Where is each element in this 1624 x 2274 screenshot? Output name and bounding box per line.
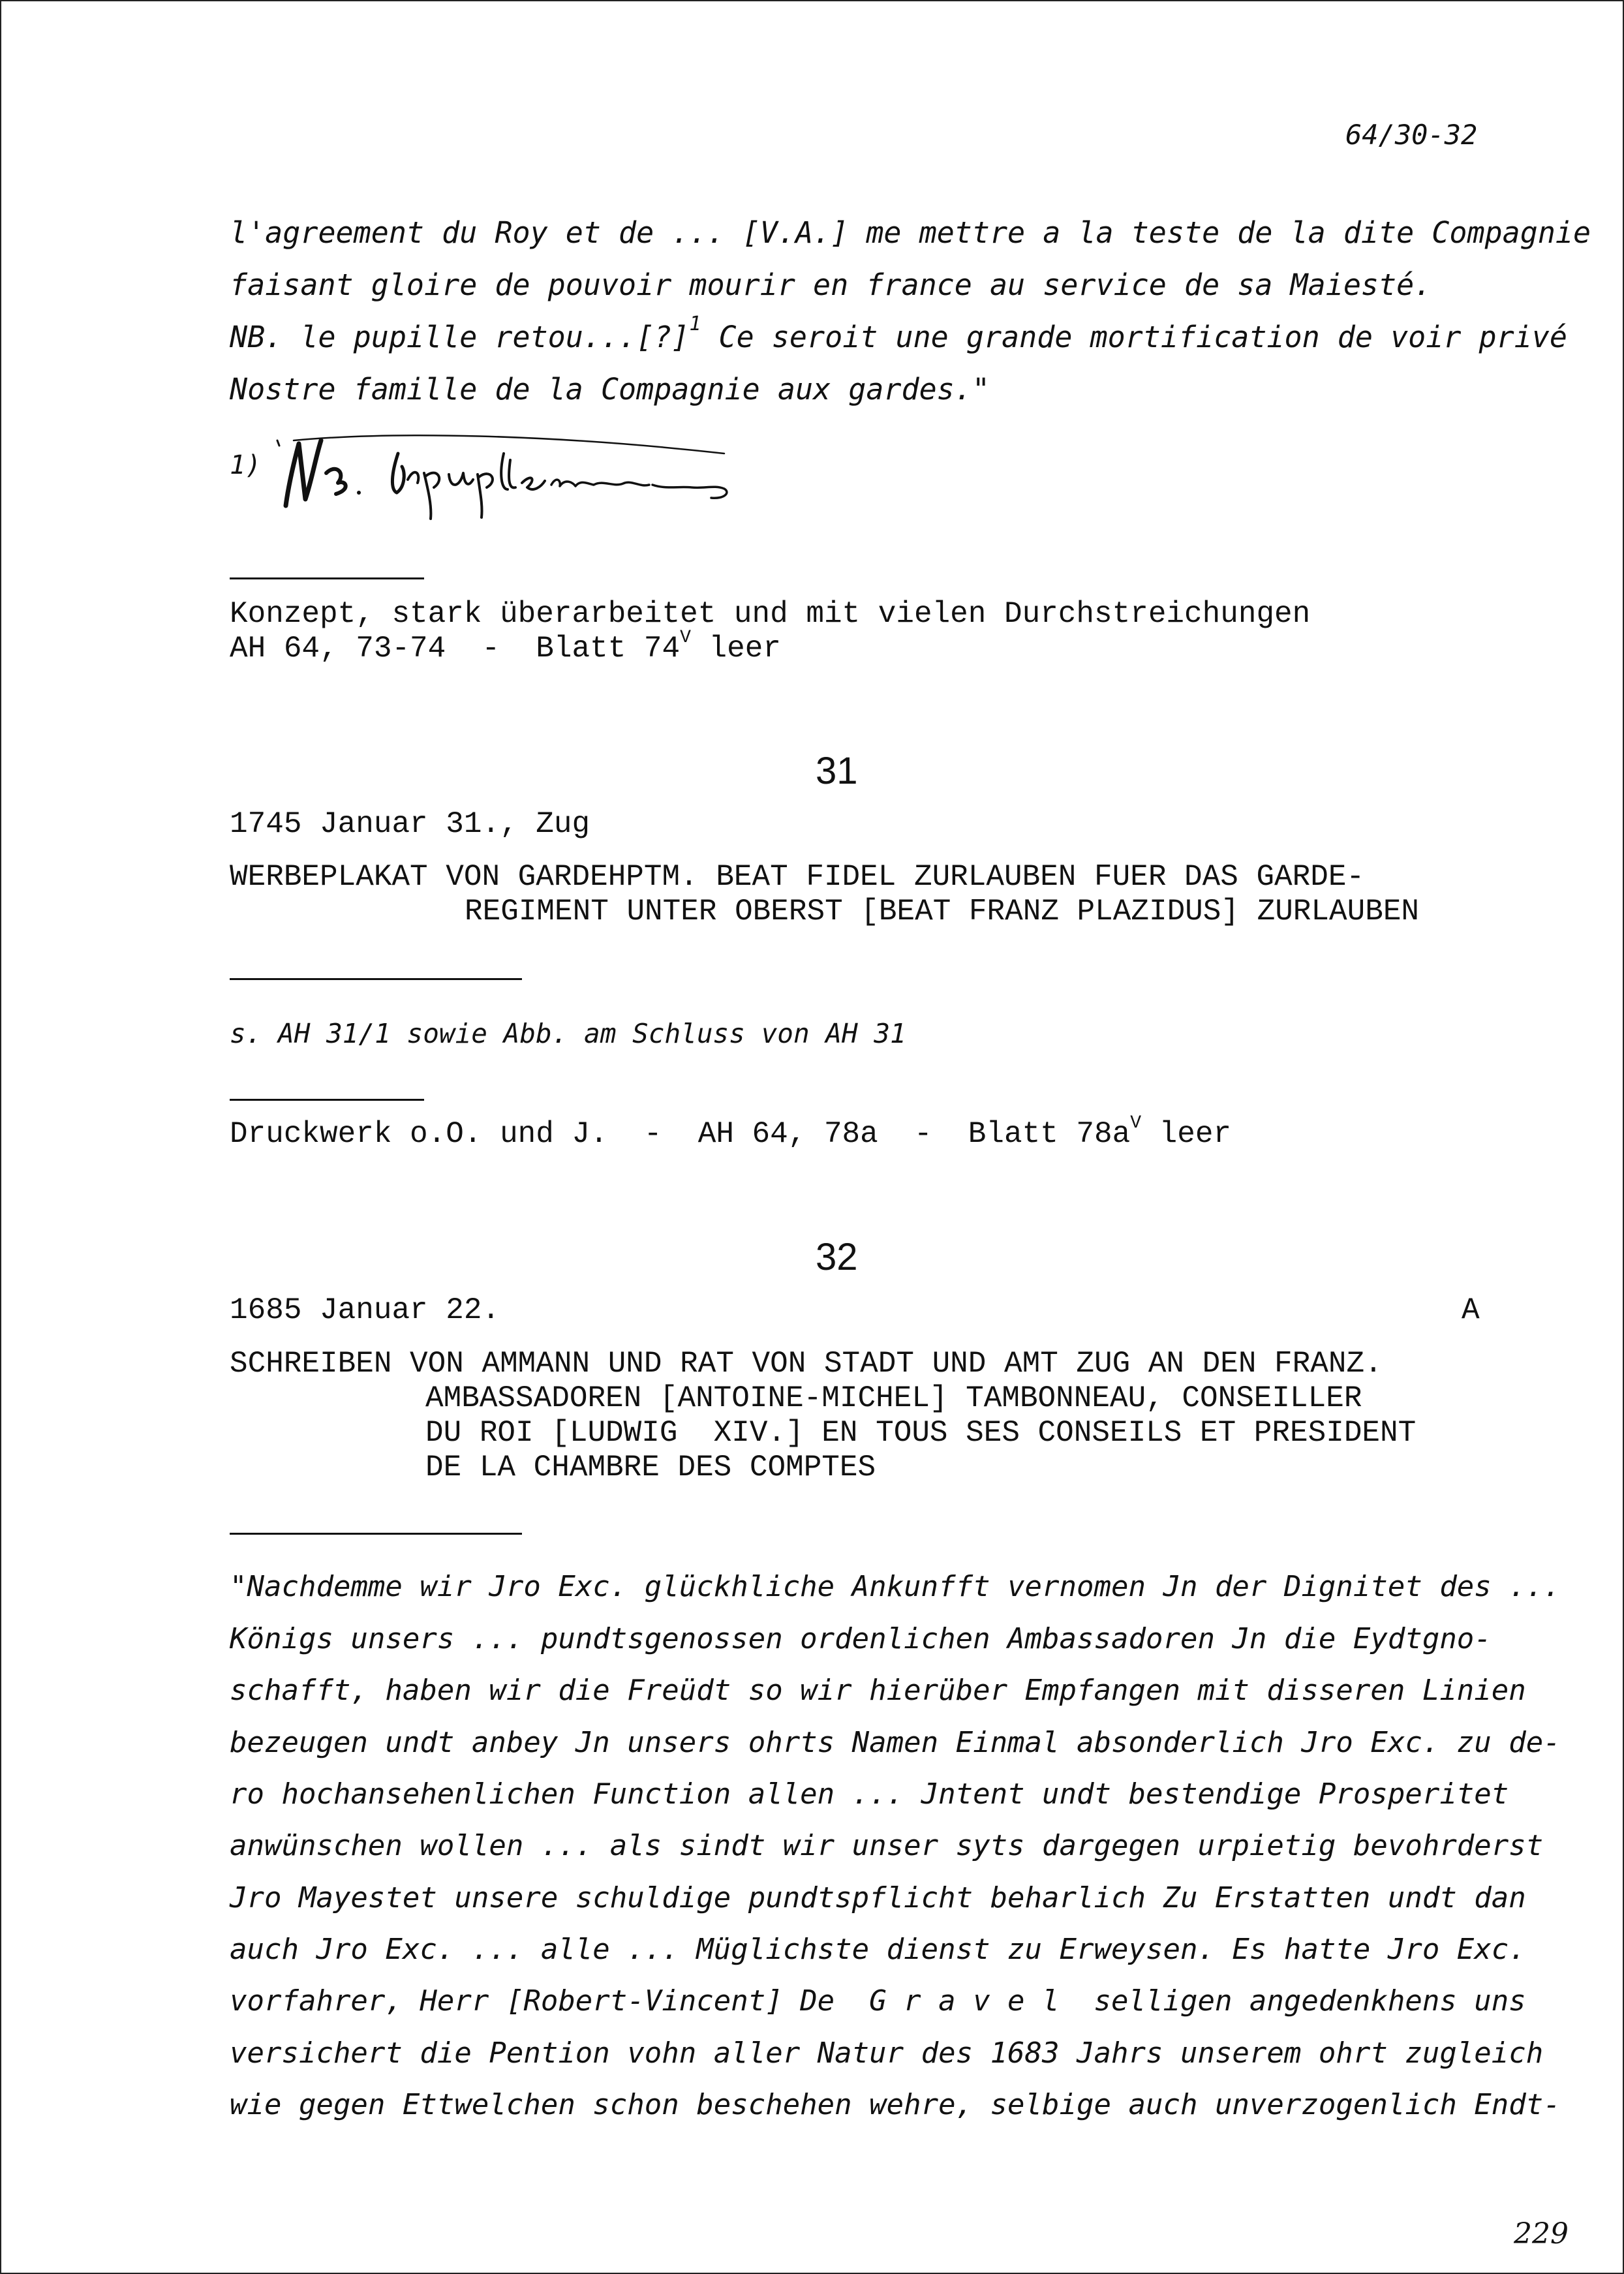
separator-rule-1 — [230, 577, 424, 579]
source-note-31-suffix: leer — [1141, 1117, 1232, 1151]
source-note-text: AH 64, 73-74 - Blatt 74 — [230, 632, 681, 666]
document-heading-31-line-2: REGIMENT UNTER OBERST [BEAT FRANZ PLAZIDUS] ZURLAUBEN — [465, 895, 1420, 929]
document-heading-32-line-2: AMBASSADOREN [ANTOINE-MICHEL] TAMBONNEAU, CONSEILLER — [425, 1381, 1362, 1415]
footnote-label: 1) — [230, 450, 262, 480]
letter-line: bezeugen undt anbey Jn unsers ohrts Namen Einmal absonderlich Jro Exc. zu de- — [230, 1726, 1561, 1759]
separator-rule-3 — [230, 1099, 424, 1101]
letter-line: wie gegen Ettwelchen schon beschehen wehre, selbige auch unverzogenlich Endt- — [230, 2088, 1561, 2121]
letter-line: versichert die Pention vohn aller Natur des 1683 Jahrs unserem ohrt zugleich — [230, 2036, 1544, 2070]
handwriting-image — [274, 427, 770, 525]
quote-line-3 — [230, 313, 1567, 354]
letter-line: ro hochansehenlichen Function allen ... Jntent undt bestendige Prosperitet — [230, 1777, 1509, 1811]
source-note-31-text: Druckwerk o.O. und J. - AH 64, 78a - Blatt 78a — [230, 1117, 1131, 1151]
separator-rule-2 — [230, 978, 522, 980]
handwritten-page-number: 229 — [1514, 2217, 1569, 2251]
letter-line: auch Jro Exc. ... alle ... Müglichste dienst zu Erweysen. Es hatte Jro Exc. — [230, 1933, 1526, 1966]
verso-marker-31: V — [1130, 1113, 1142, 1133]
letter-line: vorfahrer, Herr [Robert-Vincent] De G r a v e l selligen angedenkhens uns — [230, 1984, 1526, 2018]
document-date-32: 1685 Januar 22. — [230, 1293, 500, 1327]
letter-line: "Nachdemme wir Jro Exc. glückhliche Ankunfft vernomen Jn der Dignitet des ... — [230, 1570, 1561, 1603]
quote-line-1: l'agreement du Roy et de ... [V.A.] me mettre a la teste de la dite Compagnie — [230, 215, 1591, 250]
separator-rule-4 — [230, 1533, 522, 1535]
letter-line: anwünschen wollen ... als sindt wir unser syts dargegen urpietig bevohrderst — [230, 1829, 1544, 1862]
source-note-line-2 — [230, 628, 781, 666]
document-date-31: 1745 Januar 31., Zug — [230, 807, 590, 841]
page-reference: 64/30-32 — [1345, 119, 1478, 151]
letter-line: Königs unsers ... pundtsgenossen ordenlichen Ambassadoren Jn die Eydtgno- — [230, 1622, 1492, 1655]
document-heading-32-line-4: DE LA CHAMBRE DES COMPTES — [425, 1451, 876, 1484]
quote-line-4: Nostre famille de la Compagnie aux gardes." — [230, 372, 990, 407]
reference-note-31: s. AH 31/1 sowie Abb. am Schluss von AH 31 — [230, 1018, 906, 1049]
source-note-line-1: Konzept, stark überarbeitet und mit vielen Durchstreichungen — [230, 597, 1311, 631]
quote-line-3-start: NB. le pupille retou...[?] — [230, 320, 690, 354]
footnote-marker: 1 — [689, 313, 701, 335]
verso-marker: V — [680, 628, 691, 648]
source-note-suffix: leer — [690, 632, 781, 666]
letter-line: schafft, haben wir die Freüdt so wir hierüber Empfangen mit disseren Linien — [230, 1674, 1526, 1707]
document-heading-32-line-1: SCHREIBEN VON AMMANN UND RAT VON STADT UND AMT ZUG AN DEN FRANZ. — [230, 1347, 1383, 1381]
document-heading-32-line-3: DU ROI [LUDWIG XIV.] EN TOUS SES CONSEILS ET PRESIDENT — [425, 1416, 1417, 1450]
source-note-31 — [230, 1113, 1232, 1151]
document-number-32: 32 — [816, 1236, 858, 1278]
letter-line: Jro Mayestet unsere schuldige pundtspflicht beharlich Zu Erstatten undt dan — [230, 1881, 1526, 1914]
quote-line-3-end: Ce seroit une grande mortification de voir privé — [701, 320, 1567, 354]
document-number-31: 31 — [816, 750, 858, 792]
quote-line-2: faisant gloire de pouvoir mourir en france au service de sa Maiesté. — [230, 268, 1432, 302]
document-heading-31-line-1: WERBEPLAKAT VON GARDEHPTM. BEAT FIDEL ZURLAUBEN FUER DAS GARDE- — [230, 860, 1365, 894]
version-letter: A — [1462, 1293, 1480, 1327]
